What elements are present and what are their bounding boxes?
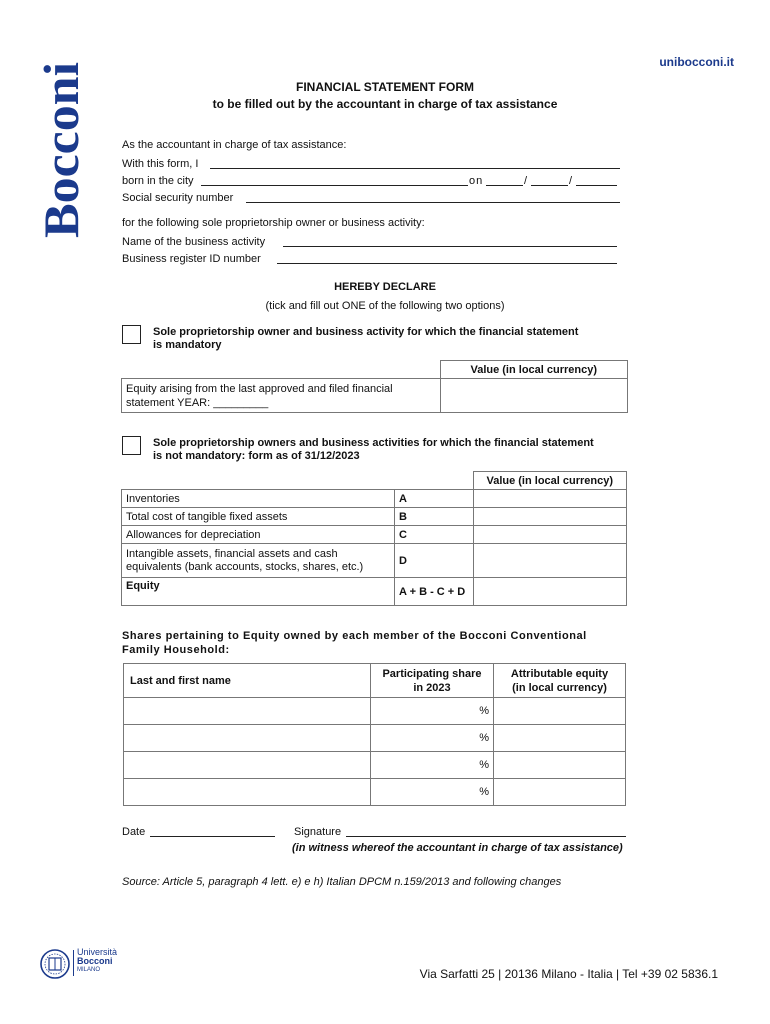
code-c: C [395,526,474,544]
university-name [77,948,117,975]
shares-heading-line2: Family Household: [122,644,230,656]
table-row [122,544,627,578]
uni-line1: Università [77,947,118,957]
equity-row-line2: statement YEAR: _________ [126,396,269,409]
declare-instruction: (tick and fill out ONE of the following two options) [265,300,505,312]
attributable-equity-input[interactable] [494,698,626,725]
code-a: A [395,490,474,508]
date-field[interactable] [150,836,275,837]
born-city-label: born in the city [122,175,194,187]
table-row [122,508,627,526]
share-percent-input[interactable]: % [371,725,494,752]
equity-total-value-input[interactable] [473,578,627,606]
date-separator: / [524,175,528,187]
table-row [124,752,626,779]
shares-table [123,663,626,806]
code-b: B [395,508,474,526]
inventories-label: Inventories [122,490,395,508]
footer-address: Via Sarfatti 25 | 20136 Milano - Italia | Tel +39 02 5836.1 [419,967,718,981]
svg-text:Bocconi: Bocconi [33,68,89,238]
date-separator: / [569,175,573,187]
option1-label [153,326,578,352]
tangible-assets-label: Total cost of tangible fixed assets [122,508,395,526]
signature-label: Signature [294,826,342,838]
business-name-label: Name of the business activity [122,236,266,248]
ssn-field[interactable] [246,202,620,203]
equity-formula: A + B - C + D [395,578,474,606]
tangible-assets-value-input[interactable] [473,508,627,526]
form-subtitle: to be filled out by the accountant in charge of tax assistance [212,97,558,111]
col-name-header: Last and first name [124,664,371,698]
logo-divider [73,950,74,976]
table-row [124,698,626,725]
share-percent-input[interactable]: % [371,698,494,725]
register-id-label: Business register ID number [122,253,261,265]
birth-year-field[interactable] [576,185,617,186]
equity-label: Equity [122,578,395,606]
inventories-value-input[interactable] [473,490,627,508]
empty-cell [122,472,395,490]
option2-label-line2: is not mandatory: form as of 31/12/2023 [153,450,360,462]
crest-icon [38,948,72,980]
member-name-input[interactable] [124,725,371,752]
signature-note: (in witness whereof the accountant in charge of tax assistance) [292,842,623,854]
option2-label [153,437,594,463]
option2-label-line1: Sole proprietorship owners and business activities for which the financial statement [153,437,594,449]
table-row [124,725,626,752]
attributable-equity-input[interactable] [494,779,626,806]
option2-table [121,471,627,606]
signature-field[interactable] [346,836,626,837]
col-share-line1: Participating share [382,667,482,680]
member-name-input[interactable] [124,752,371,779]
equity-row-line1: Equity arising from the last approved and filed financial [126,382,393,395]
ssn-label: Social security number [122,192,234,204]
col-equity-line1: Attributable equity [510,667,609,680]
uni-line3: MILANO [77,967,101,973]
equity-value-input[interactable] [440,379,628,413]
col-share-line2: in 2023 [413,681,451,694]
col-share-header [371,664,494,698]
intangible-assets-label [122,544,395,578]
business-intro: for the following sole proprietorship owner or business activity: [122,217,425,229]
source-note: Source: Article 5, paragraph 4 lett. e) e h) Italian DPCM n.159/2013 and following changes [122,876,562,888]
website-link[interactable]: unibocconi.it [659,55,734,69]
option1-label-line1: Sole proprietorship owner and business activity for which the financial statement [153,326,579,338]
date-label: Date [122,826,146,838]
option1-table [121,360,628,413]
shares-heading [122,629,587,657]
option2-checkbox[interactable] [122,436,141,455]
option1-checkbox[interactable] [122,325,141,344]
empty-cell [395,472,474,490]
uni-line2: Bocconi [77,956,113,966]
attributable-equity-input[interactable] [494,725,626,752]
form-title: FINANCIAL STATEMENT FORM [296,80,474,94]
intangible-line1: Intangible assets, financial assets and cash [126,547,338,560]
equity-last-statement-label [122,379,441,413]
accountant-name-field[interactable] [210,168,620,169]
depreciation-label: Allowances for depreciation [122,526,395,544]
shares-heading-line1: Shares pertaining to Equity owned by each member of the Bocconi Conventional [122,630,587,642]
register-id-field[interactable] [277,263,617,264]
table-row [122,526,627,544]
business-name-field[interactable] [283,246,617,247]
attributable-equity-input[interactable] [494,752,626,779]
table-row [122,578,627,606]
depreciation-value-input[interactable] [473,526,627,544]
table-row [124,779,626,806]
birth-city-field[interactable] [201,185,468,186]
table-row [122,490,627,508]
value-header: Value (in local currency) [473,472,627,490]
with-form-label: With this form, I [122,158,199,170]
col-equity-header [494,664,626,698]
intangible-assets-value-input[interactable] [473,544,627,578]
col-equity-line2: (in local currency) [512,681,607,694]
birth-day-field[interactable] [486,185,523,186]
member-name-input[interactable] [124,698,371,725]
option1-label-line2: is mandatory [153,339,222,351]
birth-month-field[interactable] [531,185,568,186]
intangible-line2: equivalents (bank accounts, stocks, shares, etc.) [126,560,364,573]
empty-cell [122,361,441,379]
accountant-intro: As the accountant in charge of tax assistance: [122,139,347,151]
declare-heading: HEREBY DECLARE [334,281,436,293]
share-percent-input[interactable]: % [371,779,494,806]
member-name-input[interactable] [124,779,371,806]
code-d: D [395,544,474,578]
on-label: on [469,175,484,187]
value-header: Value (in local currency) [440,361,628,379]
share-percent-input[interactable]: % [371,752,494,779]
